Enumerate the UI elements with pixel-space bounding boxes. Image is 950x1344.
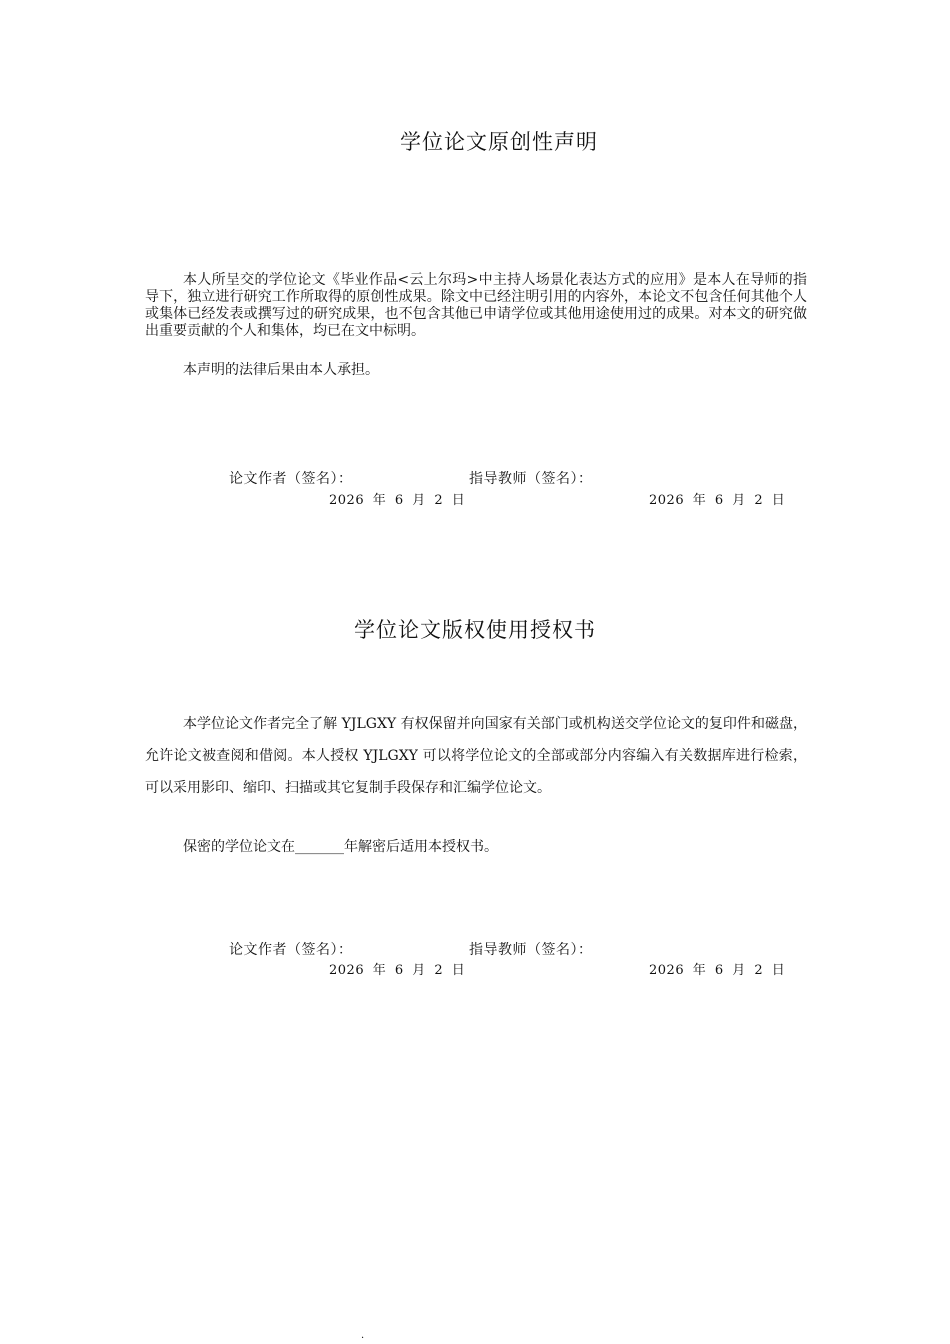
originality-liability: 本声明的法律后果由本人承担。 <box>183 362 379 378</box>
authorization-author-signature-label: 论文作者（签名）： <box>229 942 353 958</box>
authorization-advisor-date: 2026 年 6 月 2 日 <box>649 963 786 978</box>
page-footer-mark: · <box>361 1333 365 1344</box>
originality-author-signature-label: 论文作者（签名）： <box>229 471 353 487</box>
originality-author-date: 2026 年 6 月 2 日 <box>329 493 466 508</box>
authorization-advisor-signature-label: 指导教师（签名）： <box>469 942 593 958</box>
originality-title: 学位论文原创性声明 <box>400 130 598 154</box>
authorization-author-date: 2026 年 6 月 2 日 <box>329 963 466 978</box>
authorization-body: 本学位论文作者完全了解 YJLGXY 有权保留并向国家有关部门或机构送交学位论文的复印件和磁盘，允许论文被查阅和借阅。本人授权 YJLGXY 可以将学位论文的全部或部分内容编入有关数据库进行检索，可以采用影印、缩印、扫描或其它复制手段保存和汇编学位论文。 <box>145 716 807 796</box>
originality-advisor-date: 2026 年 6 月 2 日 <box>649 493 786 508</box>
authorization-title: 学位论文版权使用授权书 <box>354 618 596 642</box>
authorization-secret-clause: 保密的学位论文在_______年解密后适用本授权书。 <box>183 839 498 855</box>
originality-body: 本人所呈交的学位论文《毕业作品<云上尔玛>中主持人场景化表达方式的应用》是本人在导师的指导下，独立进行研究工作所取得的原创性成果。除文中已经注明引用的内容外，本论文不包含任何其他个人或集体已经发表或撰写过的研究成果，也不包含其他已申请学位或其他用途使用过的成果。对本文的研究做出重要贡献的个人和集体，均已在文中标明。 <box>145 272 807 339</box>
originality-advisor-signature-label: 指导教师（签名）： <box>469 471 593 487</box>
